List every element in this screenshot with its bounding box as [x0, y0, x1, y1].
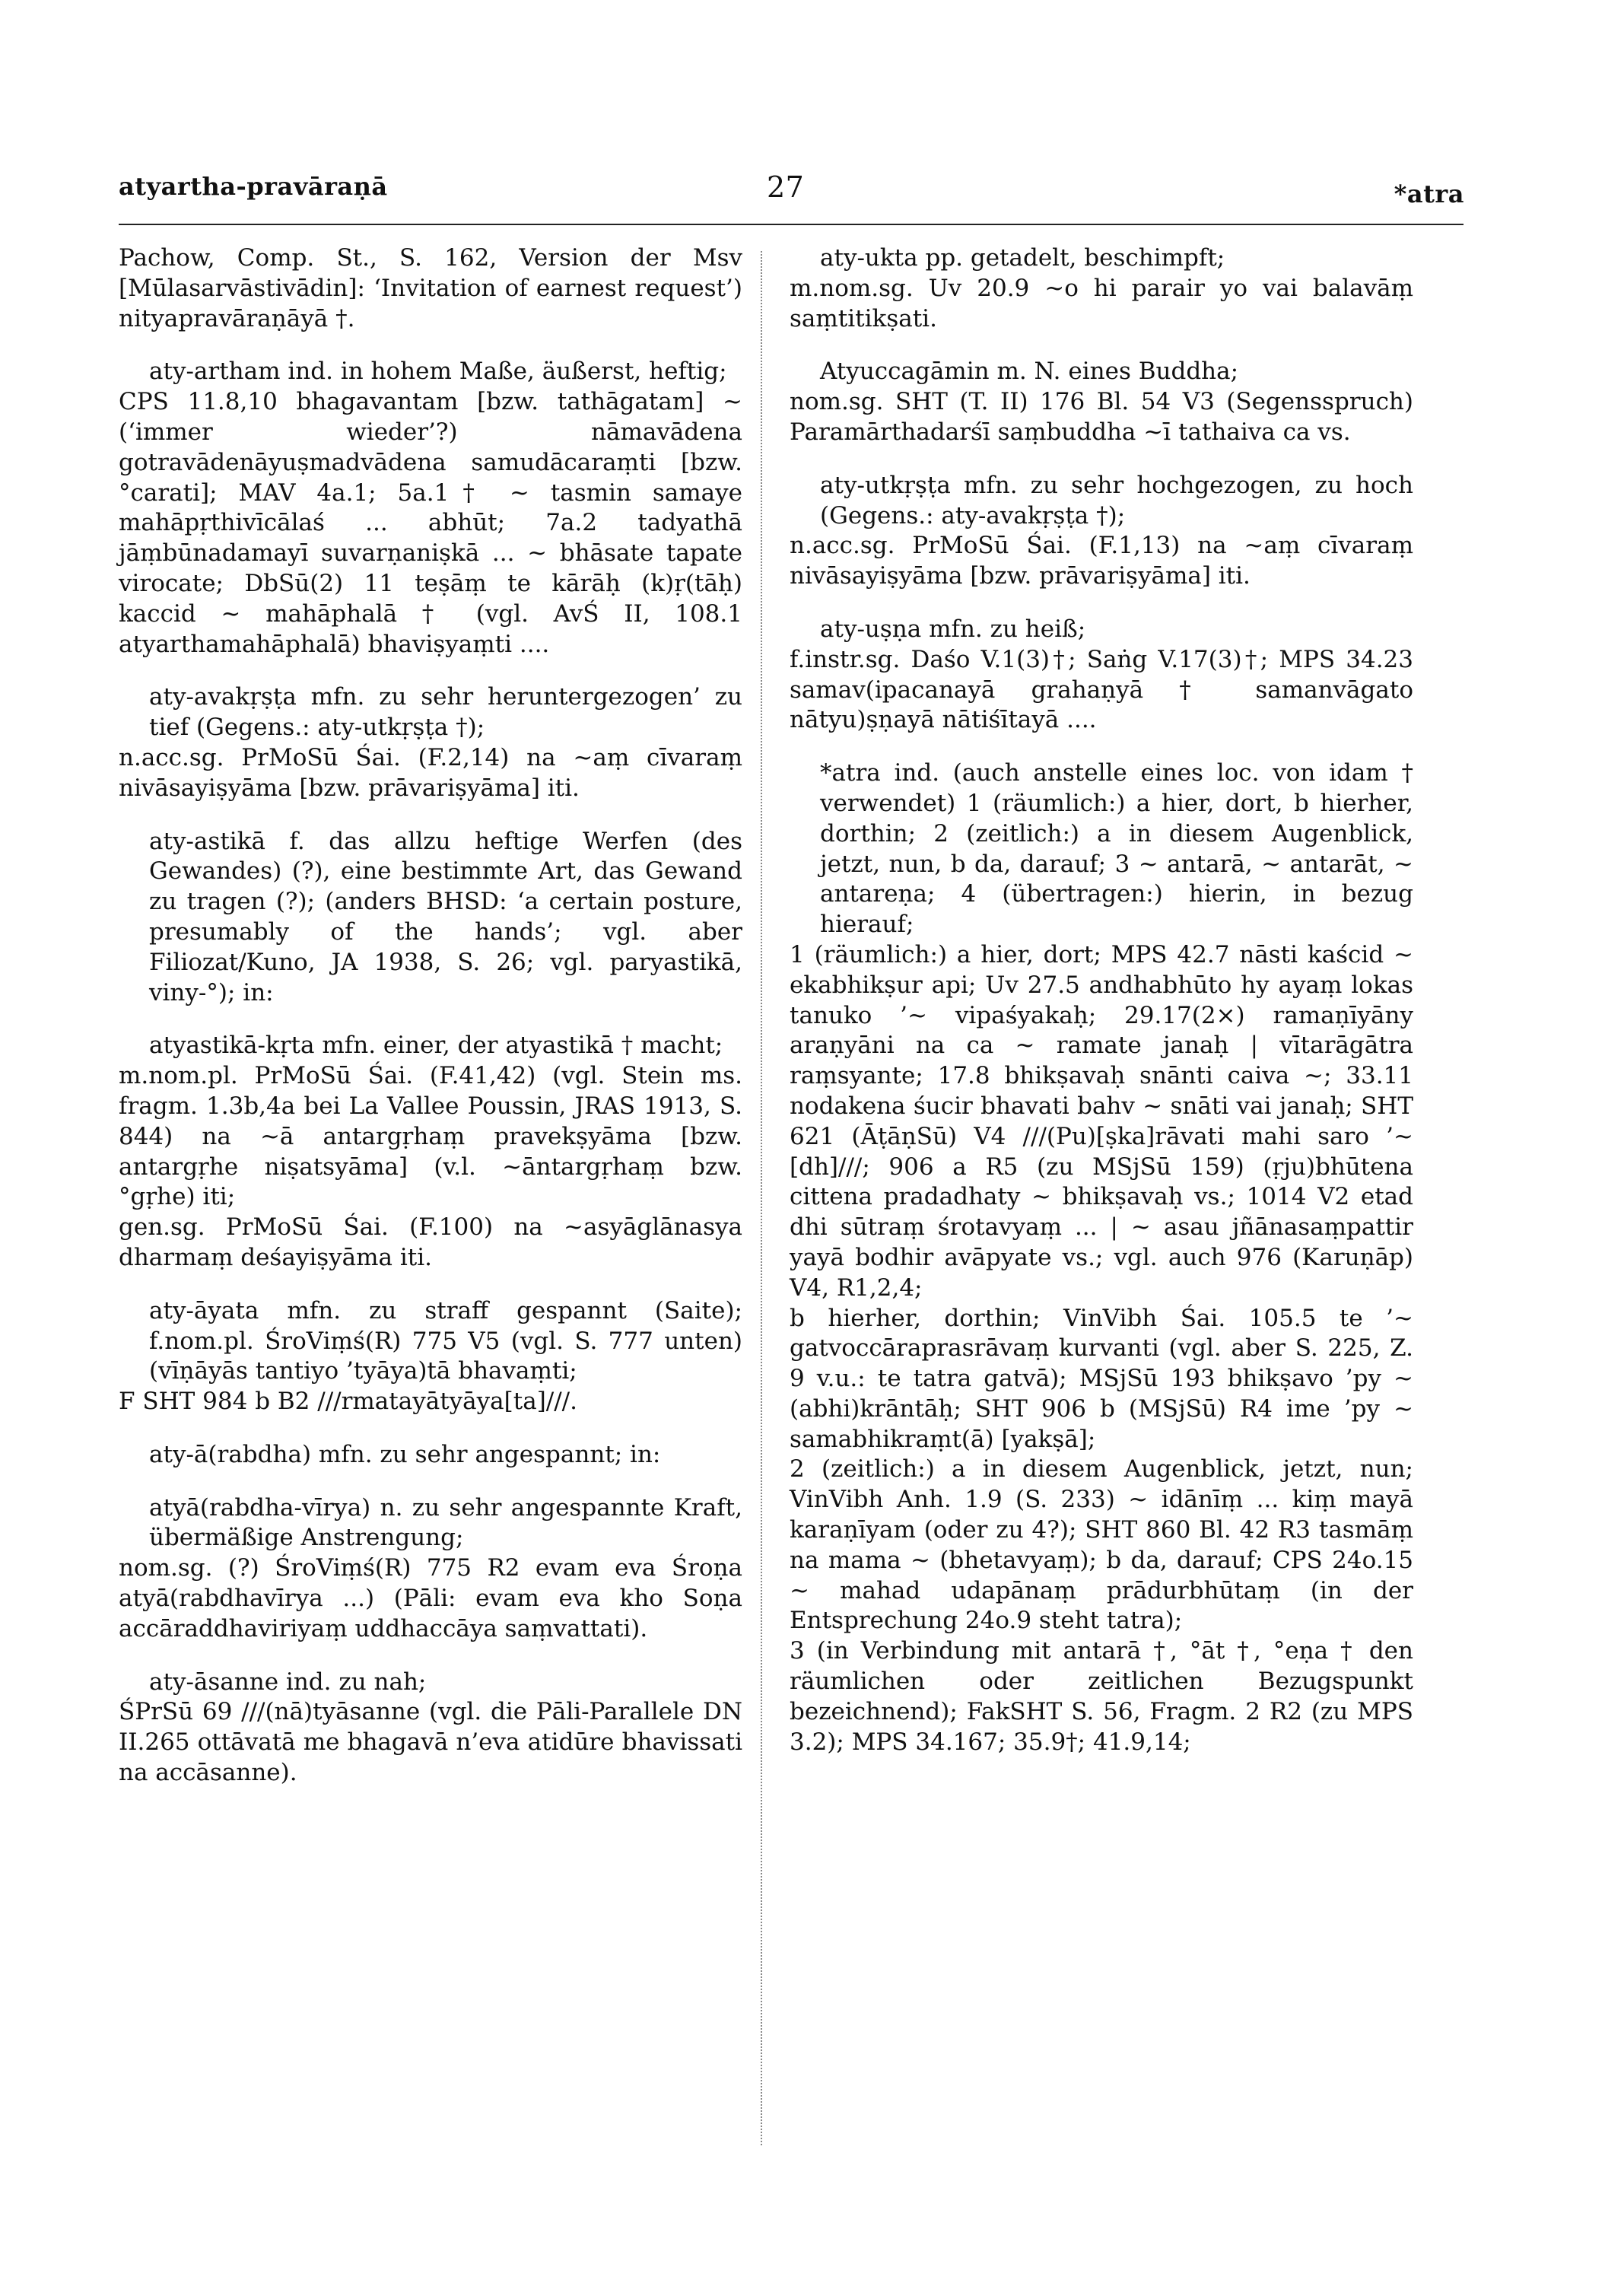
dictionary-entry — [790, 357, 1413, 447]
entry-headword: aty-ukta pp. getadelt, beschimpft; — [820, 244, 1225, 272]
dictionary-entry — [790, 243, 1413, 334]
dictionary-entry — [119, 827, 742, 1009]
running-head-right: *atra — [1394, 180, 1464, 208]
entry-citation: CPS 11.8,10 bhagavantam [bzw. tathāgatam] ~ (‘immer wieder’?) nāmavādena gotravādenāyuṣmadvādena samudācaraṃti [bzw. °carati]; MAV 4a.1; 5a.1† ~ tasmin samaye mahāpṛthivīcālaś ... abhūt; 7a.2 tadyathā jāṃbūnadamayī suvarṇaniṣkā ... ~ bhāsate tapate virocate; DbSū(2) 11 teṣāṃ te kārāḥ (k)ṛ(tāḥ) kaccid ~ mahāphalā † (vgl. AvŚ II, 108.1 atyarthamahāphalā) bhaviṣyaṃti .... — [119, 388, 742, 658]
entry-citation: nom.sg. (?) ŚroViṃś(R) 775 R2 evam eva Śroṇa atyā(rabdhavīrya ...) (Pāli: evam eva kho Soṇa accāraddhaviriyaṃ uddhaccāya saṃvattati). — [119, 1554, 742, 1642]
entry-citation: n.acc.sg. PrMoSū Śai. (F.2,14) na ~aṃ cīvaraṃ nivāsayiṣyāma [bzw. prāvariṣyāma] iti. — [119, 743, 742, 802]
dictionary-entry — [790, 471, 1413, 592]
dictionary-entry — [119, 1296, 742, 1417]
dictionary-entry — [119, 1668, 742, 1789]
entry-headword: aty-astikā f. das allzu heftige Werfen (des Gewandes) (?), eine bestimmte Art, das Gewand zu tragen (?); (anders BHSD: ‘a certain posture, presumably of the hands’; vgl. aber Filiozat/Kuno, JA 1938, S. 26; vgl. paryastikā, viny-°); in: — [149, 827, 742, 1006]
entry-headword: aty-āsanne ind. zu nah; — [149, 1668, 427, 1696]
dictionary-entry — [119, 1493, 742, 1645]
dictionary-entry — [119, 243, 742, 334]
entry-headword: Atyuccagāmin m. N. eines Buddha; — [820, 358, 1239, 386]
dictionary-entry — [119, 357, 742, 660]
dictionary-entry — [119, 682, 742, 803]
entry-headword: aty-uṣṇa mfn. zu heiß; — [820, 615, 1086, 643]
dictionary-entry — [790, 615, 1413, 736]
dictionary-entry — [119, 1440, 742, 1471]
header-rule — [119, 224, 1464, 225]
entry-headword: *atra ind. (auch anstelle eines loc. von idam † verwendet) 1 (räumlich:) a hier, dort, b hierher, dorthin; 2 (zeitlich:) a in diesem Augenblick, jetzt, nun, b da, darauf; 3 ~ antarā, ~ antarāt, ~ antareṇa; 4 (übertragen:) hierin, in bezug hierauf; — [820, 759, 1413, 939]
running-head-left: atyartha-pravāraṇā — [119, 172, 388, 201]
entry-citation: b hierher, dorthin; VinVibh Śai. 105.5 te ’~ gatvoccāraprasrāvaṃ kurvanti (vgl. aber S. 225, Z. 9 v.u.: te tatra gatvā); MSjSū 193 bhikṣavo ’py ~ (abhi)krāntāḥ; SHT 906 b (MSjSū) R4 ime ’py ~ samabhikraṃt(ā) [yakṣā]; — [790, 1304, 1413, 1453]
entry-citation: 2 (zeitlich:) a in diesem Augenblick, jetzt, nun; VinVibh Anh. 1.9 (S. 233) ~ idānīṃ ... kiṃ mayā karaṇīyam (oder zu 4?); SHT 860 Bl. 42 R3 tasmāṃ na mama ~ (bhetavyaṃ); b da, darauf; CPS 24o.15 ~ mahad udapānaṃ prādurbhūtaṃ (in der Entsprechung 24o.9 steht tatra); — [790, 1455, 1413, 1635]
entry-headword: aty-utkṛṣṭa mfn. zu sehr hochgezogen, zu hoch (Gegens.: aty-avakṛṣṭa †); — [820, 471, 1413, 529]
page-number: 27 — [767, 170, 805, 204]
column-separator — [761, 251, 762, 2145]
entry-citation: m.nom.pl. PrMoSū Śai. (F.41,42) (vgl. Stein ms. fragm. 1.3b,4a bei La Vallee Poussin, JRAS 1913, S. 844) na ~ā antargṛhaṃ pravekṣyāma [bzw. antargṛhe niṣatsyāma] (v.l. ~āntargṛhaṃ bzw. °gṛhe) iti; — [119, 1062, 742, 1211]
entry-headword: atyā(rabdha-vīrya) n. zu sehr angespannte Kraft, übermäßige Anstrengung; — [149, 1493, 742, 1552]
entry-headword: aty-ā(rabdha) mfn. zu sehr angespannt; in: — [149, 1440, 661, 1468]
right-column — [790, 243, 1413, 1780]
entry-headword: aty-āyata mfn. zu straff gespannt (Saite); f.nom.pl. ŚroViṃś(R) 775 V5 (vgl. S. 777 unten) (vīṇāyās tantiyo ’tyāya)tā bhavaṃti; — [149, 1296, 742, 1385]
entry-citation: gen.sg. PrMoSū Śai. (F.100) na ~asyāglānasya dharmaṃ deśayiṣyāma iti. — [119, 1213, 742, 1271]
entry-citation: F SHT 984 b B2 ///rmatayātyāya[ta]///. — [119, 1388, 577, 1416]
entry-citation: m.nom.sg. Uv 20.9 ~o hi parair yo vai balavāṃ saṃtitikṣati. — [790, 274, 1413, 332]
entry-headword: aty-artham ind. in hohem Maße, äußerst, heftig; — [149, 358, 727, 386]
entry-citation: 3 (in Verbindung mit antarā †, °āt †, °eṇa † den räumlichen oder zeitlichen Bezugspunkt bezeichnend); FakSHT S. 56, Fragm. 2 R2 (zu MPS 3.2); MPS 34.167; 35.9†; 41.9,14; — [790, 1637, 1413, 1756]
left-column — [119, 243, 742, 1811]
dictionary-entry — [790, 758, 1413, 1757]
entry-citation: ŚPrSū 69 ///(nā)tyāsanne (vgl. die Pāli-Parallele DN II.265 ottāvatā me bhagavā n’eva atidūre bhavissati na accāsanne). — [119, 1698, 742, 1787]
entry-headword: atyastikā-kṛta mfn. einer, der atyastikā † macht; — [149, 1032, 723, 1060]
entry-citation: nom.sg. SHT (T. II) 176 Bl. 54 V3 (Segensspruch) Paramārthadarśī saṃbuddha ~ī tathaiva ca vs. — [790, 388, 1413, 446]
entry-citation: Pachow, Comp. St., S. 162, Version der Msv [Mūlasarvāstivādin]: ‘Invitation of earnest request’) nityapravāraṇāyā †. — [119, 244, 742, 332]
entry-citation: n.acc.sg. PrMoSū Śai. (F.1,13) na ~aṃ cīvaraṃ nivāsayiṣyāma [bzw. prāvariṣyāma] iti. — [790, 532, 1413, 590]
entry-citation: f.instr.sg. Daśo V.1(3)†; Saṅg V.17(3)†; MPS 34.23 samav(ipacanayā grahaṇyā † samanvāgato nātyu)ṣṇayā nātiśītayā .... — [790, 645, 1413, 734]
entry-headword: aty-avakṛṣṭa mfn. zu sehr heruntergezogen’ zu tief (Gegens.: aty-utkṛṣṭa †); — [149, 683, 742, 742]
dictionary-entry — [119, 1031, 742, 1273]
entry-citation: 1 (räumlich:) a hier, dort; MPS 42.7 nāsti kaścid ~ ekabhikṣur api; Uv 27.5 andhabhūto hy ayaṃ lokas tanuko ’~ vipaśyakaḥ; 29.17(2×) ramaṇīyāny araṇyāni na ca ~ ramate janaḥ | vītarāgātra raṃsyante; 17.8 bhikṣavaḥ snānti caiva ~; 33.11 nodakena śucir bhavati bahv ~ snāti vai janaḥ; SHT 621 (ĀṭāṇSū) V4 ///(Pu)[ṣka]rāvati mahi saro ’~ [dh]///; 906 a R5 (zu MSjSū 159) (ṛju)bhūtena cittena pradadhaty ~ bhikṣavaḥ vs.; 1014 V2 etad dhi sūtraṃ śrotavyaṃ ... | ~ asau jñānasaṃpattir yayā bodhir avāpyate vs.; vgl. auch 976 (Karuṇāp) V4, R1,2,4; — [790, 940, 1413, 1302]
